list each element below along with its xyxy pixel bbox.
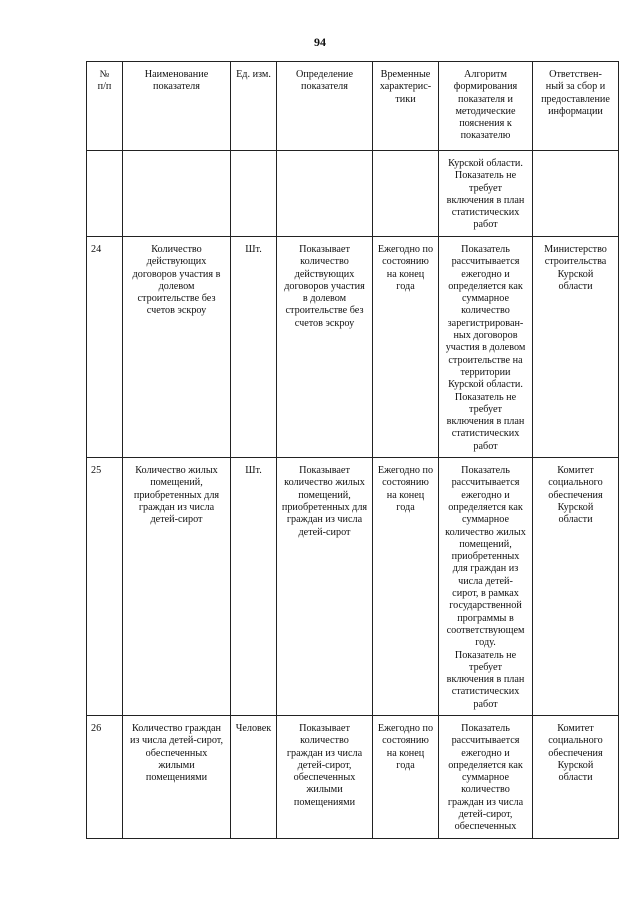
responsible: Комитет социального обеспечения Курской области (533, 458, 619, 716)
definition (277, 151, 373, 237)
definition: Показывает количество граждан из числа детей-сирот, обеспеченных жилыми помещениями (277, 715, 373, 838)
header-indicator-name: Наименование показателя (123, 62, 231, 151)
timing (373, 151, 439, 237)
unit (231, 151, 277, 237)
responsible (533, 151, 619, 237)
indicator-name: Количество действующих договоров участия в долевом строительстве без счетов эскроу (123, 237, 231, 458)
unit: Шт. (231, 458, 277, 716)
indicator-name: Количество жилых помещений, приобретенных для граждан из числа детей-сирот (123, 458, 231, 716)
row-number: 24 (87, 237, 123, 458)
header-responsible: Ответствен- ный за сбор и предоставление информации (533, 62, 619, 151)
header-row (87, 62, 619, 151)
page-number: 94 (314, 35, 326, 49)
header-unit: Ед. изм. (231, 62, 277, 151)
definition: Показывает количество действующих договоров участия в долевом строительстве без счетов эскроу (277, 237, 373, 458)
row-number (87, 151, 123, 237)
header-timing: Временные характерис- тики (373, 62, 439, 151)
header-algorithm: Алгоритм формирования показателя и методические пояснения к показателю (439, 62, 533, 151)
definition: Показывает количество жилых помещений, приобретенных для граждан из числа детей-сирот (277, 458, 373, 716)
indicators-table (86, 61, 619, 839)
table-row (87, 237, 619, 458)
responsible: Министерство строительства Курской области (533, 237, 619, 458)
algorithm: Показатель рассчитывается ежегодно и определяется как суммарное количество жилых помещений, приобретенных для граждан из числа детей- сирот, в рамках государственной программы в соответствующем году. Показатель не требует включения в план статистических работ (439, 458, 533, 716)
timing: Ежегодно по состоянию на конец года (373, 237, 439, 458)
header-definition: Определение показателя (277, 62, 373, 151)
timing: Ежегодно по состоянию на конец года (373, 715, 439, 838)
table-row (87, 715, 619, 838)
indicator-name: Количество граждан из числа детей-сирот, обеспеченных жилыми помещениями (123, 715, 231, 838)
row-number: 25 (87, 458, 123, 716)
table-row (87, 151, 619, 237)
algorithm: Показатель рассчитывается ежегодно и определяется как суммарное количество граждан из числа детей-сирот, обеспеченных (439, 715, 533, 838)
table-row (87, 458, 619, 716)
timing: Ежегодно по состоянию на конец года (373, 458, 439, 716)
unit: Человек (231, 715, 277, 838)
row-number: 26 (87, 715, 123, 838)
algorithm: Курской области. Показатель не требует включения в план статистических работ (439, 151, 533, 237)
unit: Шт. (231, 237, 277, 458)
header-number: № п/п (87, 62, 123, 151)
responsible: Комитет социального обеспечения Курской области (533, 715, 619, 838)
algorithm: Показатель рассчитывается ежегодно и определяется как суммарное количество зарегистрирован- ных договоров участия в долевом строительстве на территории Курской области. Показатель не требует включения в план статистических работ (439, 237, 533, 458)
indicator-name (123, 151, 231, 237)
